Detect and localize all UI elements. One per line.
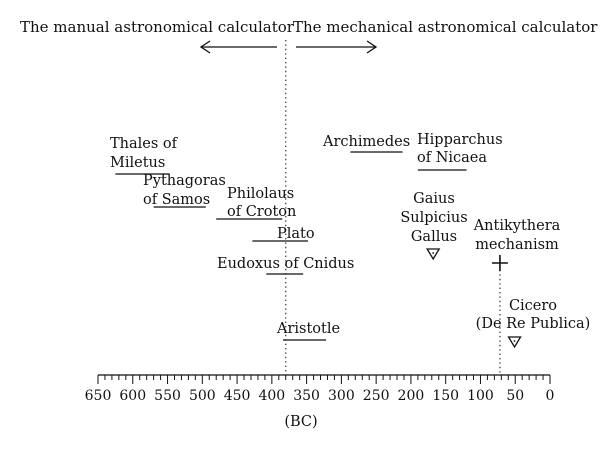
person-label: Aristotle (277, 321, 341, 337)
person-label: Plato (277, 226, 315, 242)
event-label: mechanism (475, 237, 559, 253)
header-mechanical-label: The mechanical astronomical calculator (293, 18, 598, 36)
person-aristotle (276, 321, 340, 340)
header-manual-label: The manual astronomical calculator (20, 18, 294, 36)
person-label: Archimedes (323, 134, 411, 150)
triangle-down-icon (427, 249, 439, 259)
axis-tick-label: 50 (506, 388, 525, 404)
triangle-dot (514, 340, 516, 342)
event-label: Gallus (410, 229, 458, 245)
cross-icon (492, 255, 508, 271)
person-label: of Croton (227, 204, 297, 220)
event-cicero (476, 298, 591, 347)
person-label: of Nicaea (417, 150, 488, 166)
axis-tick-label: 200 (397, 388, 425, 404)
event-gaius (400, 191, 467, 259)
person-label: Thales of (110, 136, 178, 152)
arrow-left-icon (201, 41, 277, 53)
axis-unit-label: (BC) (284, 414, 318, 430)
triangle-dot (432, 252, 434, 254)
person-thales (110, 136, 179, 174)
axis-tick-label: 100 (467, 388, 494, 404)
event-label: Antikythera (473, 218, 561, 234)
person-eudoxus (217, 256, 354, 274)
triangle-down-icon (509, 337, 521, 347)
axis-tick-label: 250 (362, 388, 390, 404)
event-label: Sulpicius (400, 210, 468, 226)
event-label: (De Re Publica) (475, 316, 591, 332)
person-label: Pythagoras (143, 173, 226, 189)
person-plato (252, 226, 314, 242)
axis-tick-label: 550 (154, 388, 181, 404)
arrow-right-icon (296, 41, 376, 53)
person-label: Eudoxus of Cnidus (217, 256, 355, 272)
event-label: Gaius (413, 191, 455, 207)
axis-tick-label: 300 (328, 388, 355, 404)
person-hipparchus (417, 132, 503, 170)
axis-tick-label: 450 (223, 388, 251, 404)
person-label: Miletus (110, 155, 166, 171)
person-pythagoras (143, 173, 226, 208)
person-label: of Samos (143, 192, 211, 208)
person-label: Philolaus (227, 186, 295, 202)
axis-tick-label: 0 (545, 388, 555, 404)
event-label: Cicero (508, 298, 558, 314)
axis-tick-label: 150 (432, 388, 460, 404)
axis-tick-label: 400 (258, 388, 286, 404)
axis-tick-label: 650 (84, 388, 112, 404)
person-archimedes (322, 134, 410, 152)
axis-tick-label: 350 (293, 388, 320, 404)
event-antikythera (473, 218, 561, 271)
axis-tick-label: 500 (188, 388, 216, 404)
person-label: Hipparchus (417, 132, 503, 148)
axis-tick-label: 600 (119, 388, 147, 404)
person-philolaus (216, 186, 296, 220)
